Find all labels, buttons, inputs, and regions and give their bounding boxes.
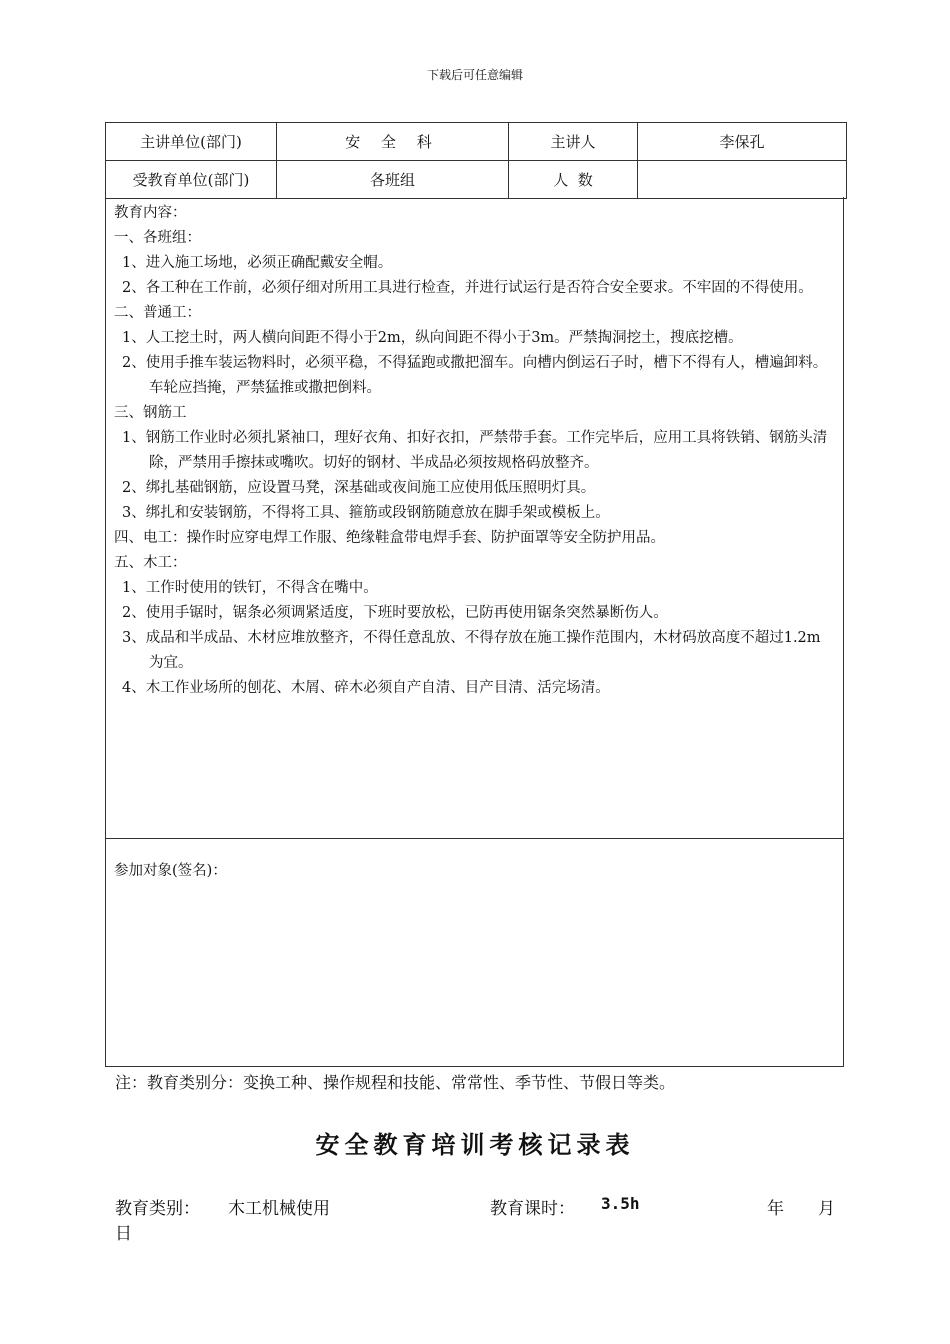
content-item: 1、钢筋工作业时必须扎紧袖口，理好衣角、扣好衣扣，严禁带手套。工作完毕后，应用工具将铁销、钢筋头清除，严禁用手擦抹或嘴吹。切好的钢材、半成品必须按规格码放整齐。 (122, 430, 828, 471)
month-label: 月 (818, 1199, 835, 1219)
lecture-unit-value: 安 全 科 (277, 123, 509, 161)
section-heading: 五、木工： (114, 555, 187, 571)
day-label: 日 (115, 1224, 132, 1244)
headcount-value (638, 161, 847, 199)
trainee-unit-label: 受教育单位(部门) (106, 161, 277, 199)
lecturer-value: 李保孔 (638, 123, 847, 161)
section-heading: 三、钢筋工 (114, 405, 187, 421)
content-item: 2、各工种在工作前，必须仔细对所用工具进行检查，并进行试运行是否符合安全要求。不牢固的不得使用。 (122, 280, 813, 296)
content-heading: 教育内容： (114, 205, 187, 221)
hours-value: 3.5h (601, 1194, 640, 1213)
signature-label: 参加对象(签名)： (114, 863, 227, 879)
education-content (105, 197, 844, 839)
content-item: 2、使用手推车装运物料时，必须平稳，不得猛跑或撒把溜车。向槽内倒运石子时，槽下不得有人，槽遍卸料。车轮应挡掩，严禁猛推或撒把倒料。 (122, 355, 828, 396)
category-label: 教育类别： (115, 1199, 200, 1219)
info-table (105, 122, 847, 199)
section-heading: 二、普通工： (114, 305, 201, 321)
content-item: 2、绑扎基础钢筋，应设置马凳，深基础或夜间施工应使用低压照明灯具。 (122, 480, 596, 496)
lecturer-label: 主讲人 (509, 123, 638, 161)
category-value: 木工机械使用 (228, 1199, 330, 1219)
year-label: 年 (767, 1199, 784, 1219)
content-item: 4、木工作业场所的刨花、木屑、碎木必须自产自清、目产目清、活完场清。 (122, 680, 610, 696)
lecture-unit-label: 主讲单位(部门) (106, 123, 277, 161)
signature-area[interactable] (105, 839, 844, 1067)
section-heading: 四、电工：操作时应穿电焊工作服、绝缘鞋盒带电焊手套、防护面罩等安全防护用品。 (114, 530, 665, 546)
headcount-label: 人 数 (509, 161, 638, 199)
content-item: 3、绑扎和安装钢筋，不得将工具、箍筋或段钢筋随意放在脚手架或模板上。 (122, 505, 610, 521)
content-item: 3、成品和半成品、木材应堆放整齐，不得任意乱放、不得存放在施工操作范围内，木材码放高度不超过1.2m为宜。 (122, 630, 821, 671)
header-note: 下载后可任意编辑 (426, 68, 523, 82)
content-item: 1、进入施工场地，必须正确配戴安全帽。 (122, 255, 393, 271)
trainee-unit-value: 各班组 (277, 161, 509, 199)
content-item: 1、人工挖土时，两人横向间距不得小于2m，纵向间距不得小于3m。严禁掏洞挖土，搜底挖槽。 (122, 330, 743, 346)
hours-label: 教育课时： (490, 1199, 575, 1219)
content-item: 1、工作时使用的铁钉，不得含在嘴中。 (122, 580, 378, 596)
section-heading: 一、各班组： (114, 230, 201, 246)
form-title: 安全教育培训考核记录表 (315, 1130, 635, 1159)
footer-note: 注：教育类别分：变换工种、操作规程和技能、常常性、季节性、节假日等类。 (115, 1073, 676, 1092)
content-item: 2、使用手锯时，锯条必须调紧适度，下班时要放松，已防再使用锯条突然暴断伤人。 (122, 605, 668, 621)
